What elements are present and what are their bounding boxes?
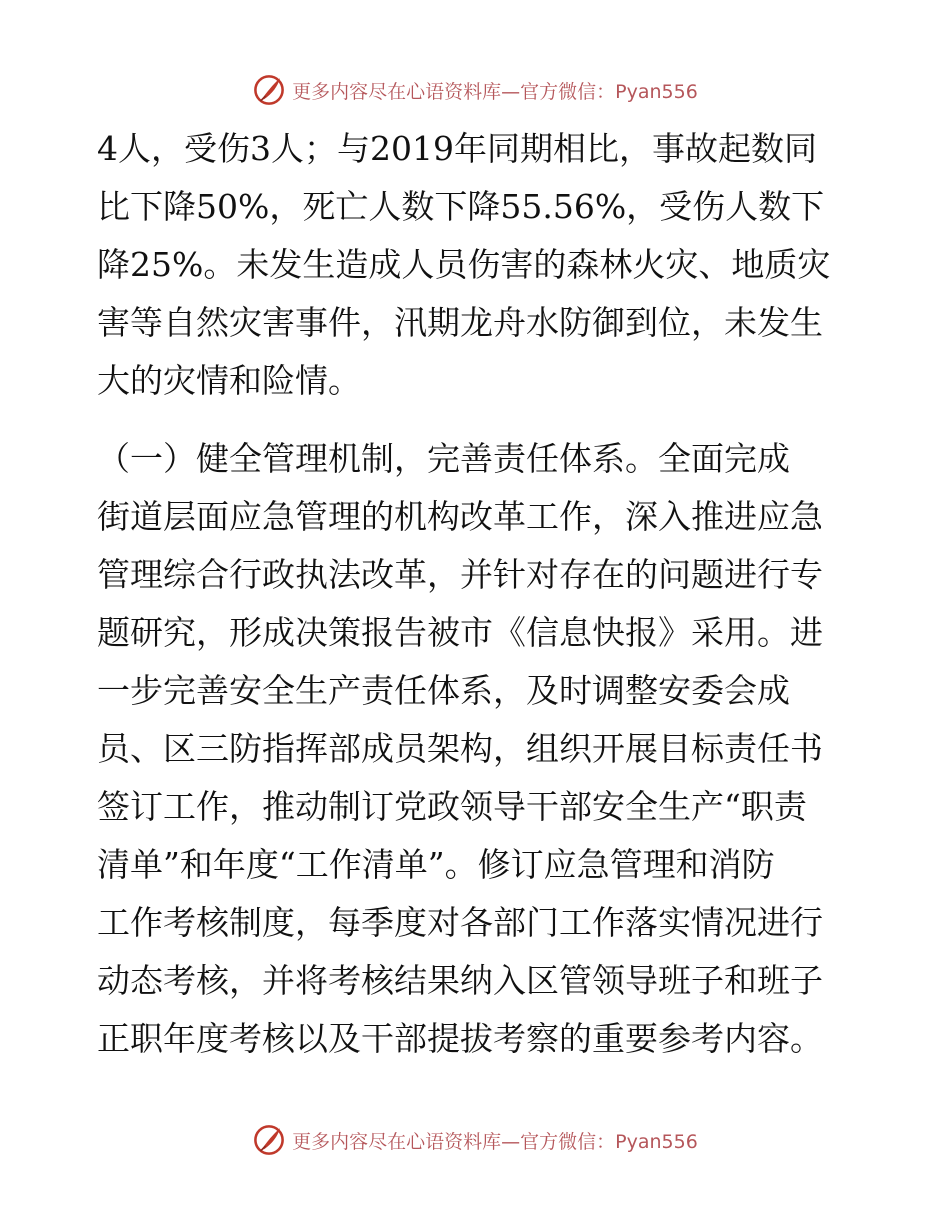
paragraph-1 (97, 120, 857, 410)
header-banner (0, 70, 950, 110)
text-line: 题研究，形成决策报告被市《信息快报》采用。进 (97, 613, 823, 652)
footer-banner (0, 1120, 950, 1160)
text-line: 签订工作，推动制订党政领导干部安全生产“职责 (97, 787, 807, 826)
header-banner-text: 更多内容尽在心语资料库—官方微信：Pyan556 (292, 80, 698, 103)
text-line: 工作考核制度，每季度对各部门工作落实情况进行 (97, 903, 823, 942)
text-line: （一）健全管理机制，完善责任体系。全面完成 (97, 439, 790, 478)
text-line: 4人，受伤3人；与2019年同期相比，事故起数同 (97, 129, 817, 168)
text-line: 正职年度考核以及干部提拔考察的重要参考内容。 (97, 1019, 823, 1058)
text-line: 一步完善安全生产责任体系，及时调整安委会成 (97, 671, 790, 710)
text-line: 街道层面应急管理的机构改革工作，深入推进应急 (97, 497, 823, 536)
quill-pen-logo-icon (252, 1123, 286, 1157)
text-line: 管理综合行政执法改革，并针对存在的问题进行专 (97, 555, 823, 594)
paragraph-2 (97, 430, 857, 1068)
text-line: 比下降50%，死亡人数下降55.56%，受伤人数下 (97, 187, 825, 226)
text-line: 降25%。未发生造成人员伤害的森林火灾、地质灾 (97, 245, 831, 284)
text-line: 清单”和年度“工作清单”。修订应急管理和消防 (97, 845, 775, 884)
text-line: 害等自然灾害事件，汛期龙舟水防御到位，未发生 (97, 303, 823, 342)
text-line: 员、区三防指挥部成员架构，组织开展目标责任书 (97, 729, 823, 768)
text-line: 动态考核，并将考核结果纳入区管领导班子和班子 (97, 961, 823, 1000)
document-body (97, 120, 857, 1068)
text-line: 大的灾情和险情。 (97, 361, 361, 400)
quill-pen-logo-icon (252, 73, 286, 107)
paragraph-gap (97, 410, 857, 430)
footer-banner-text: 更多内容尽在心语资料库—官方微信：Pyan556 (292, 1130, 698, 1153)
